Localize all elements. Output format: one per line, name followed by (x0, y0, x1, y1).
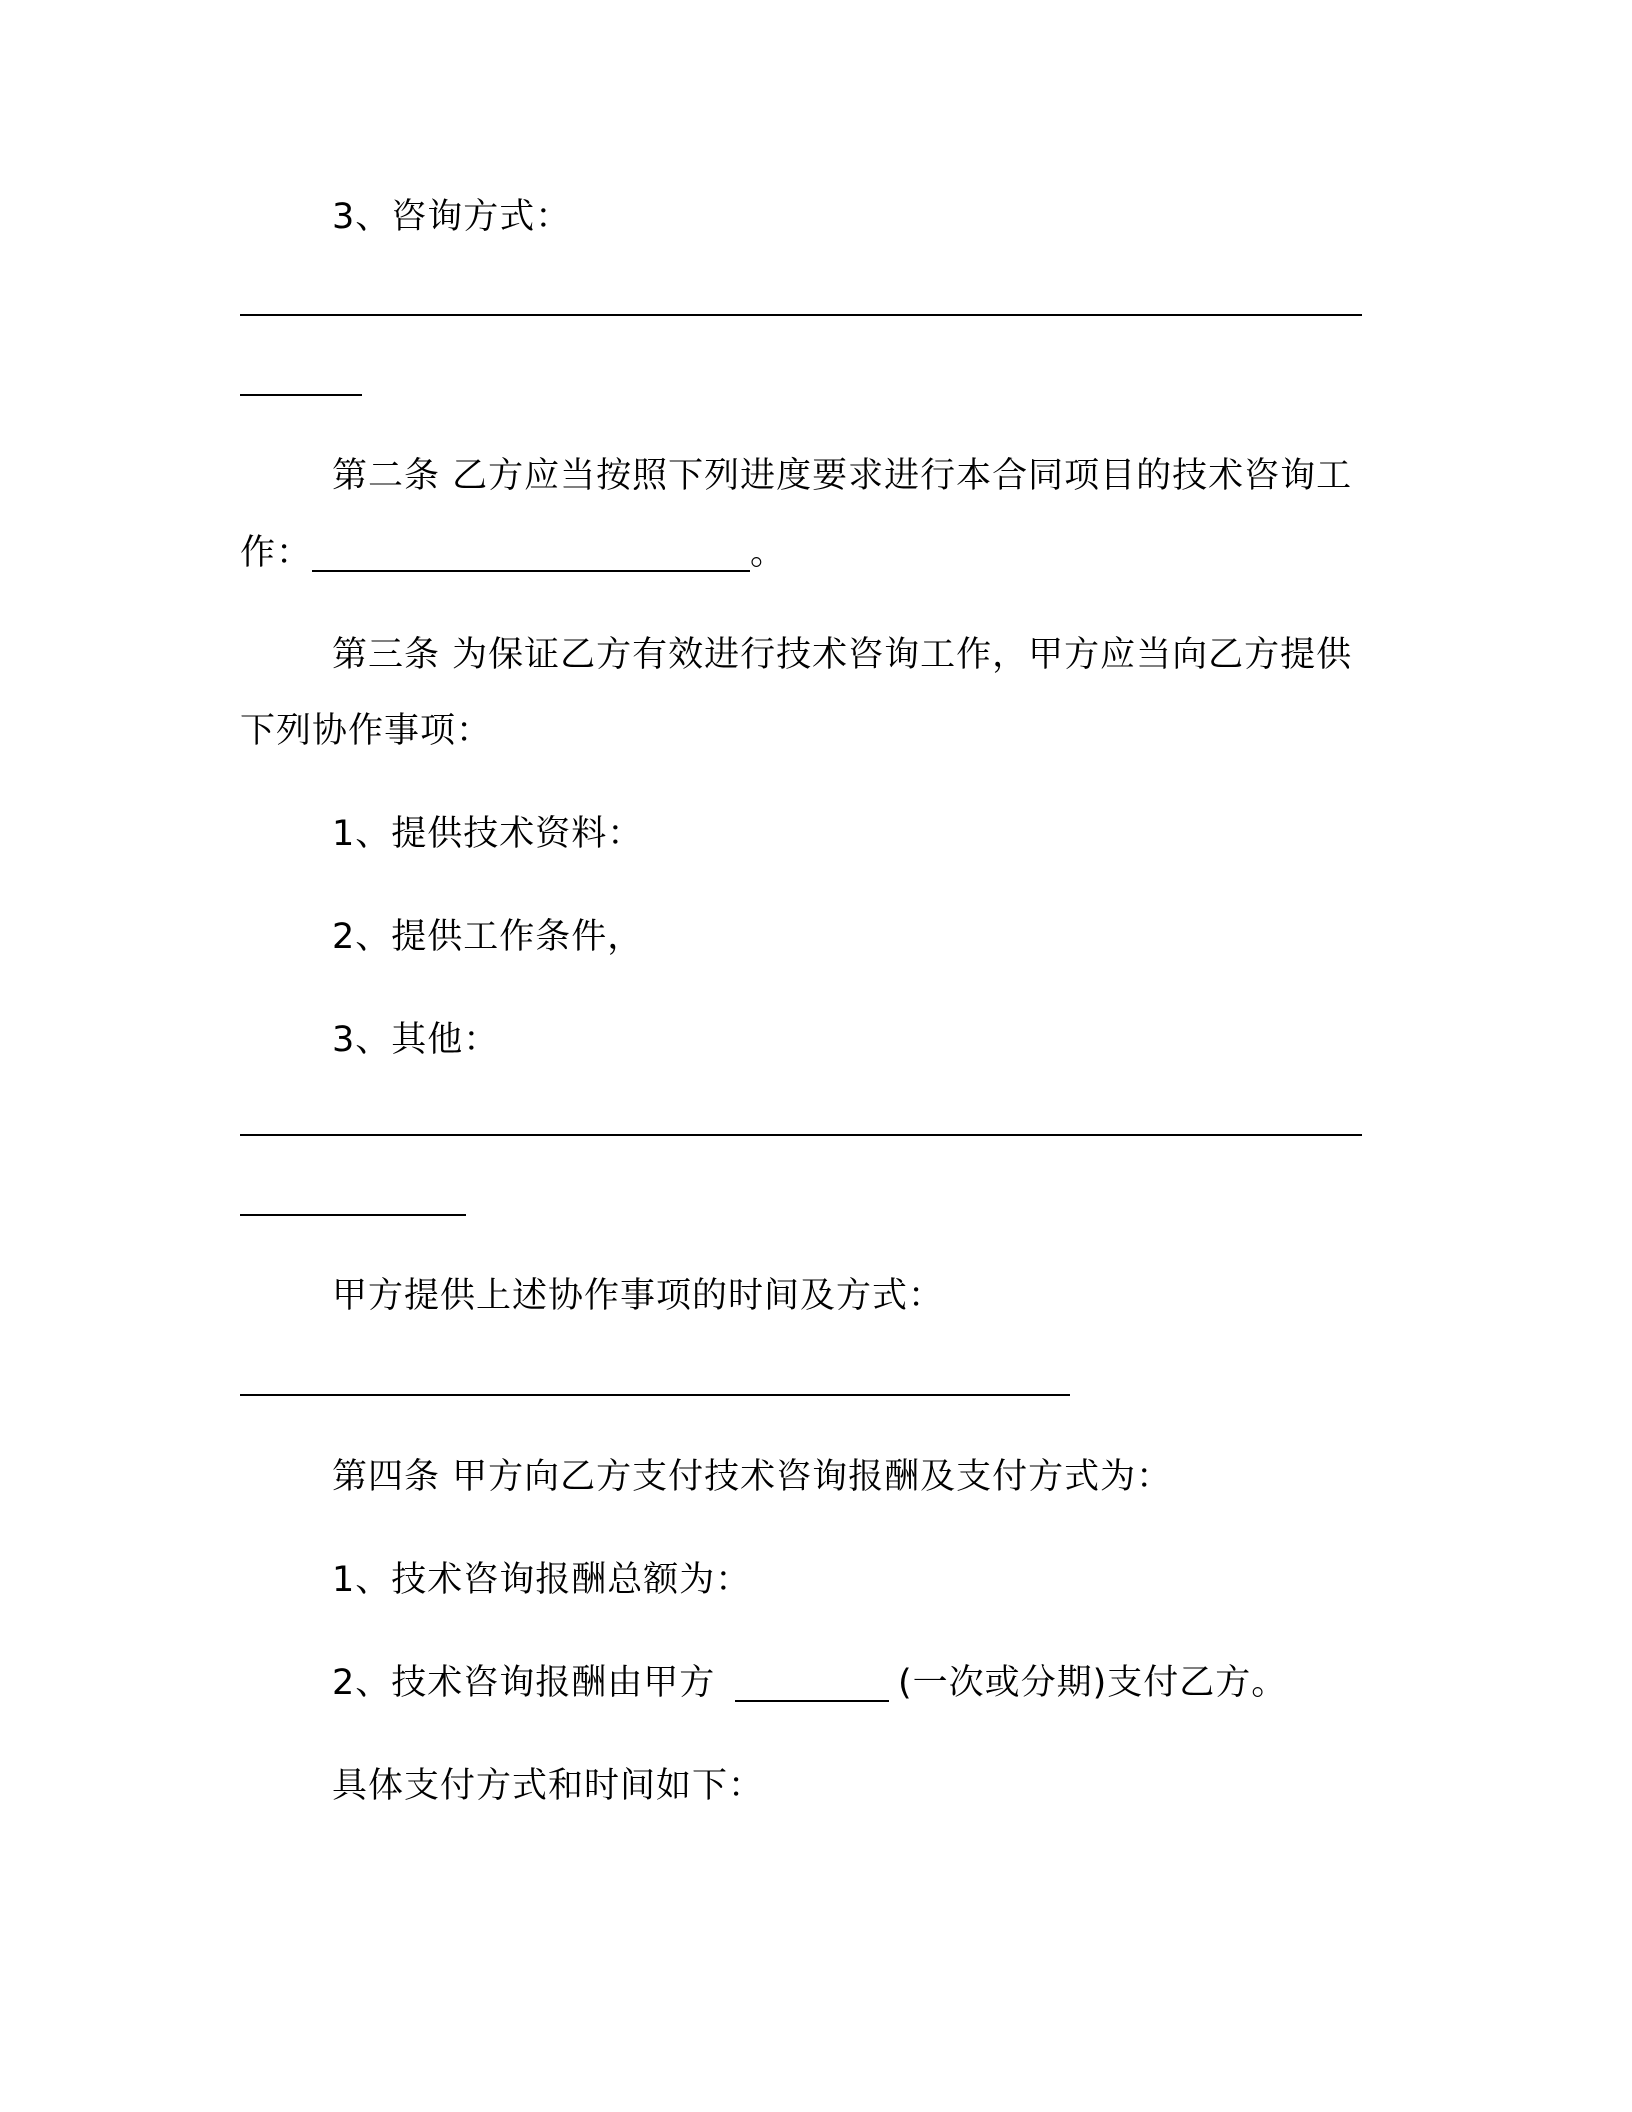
cooperation-item-1: 1、提供技术资料： (332, 814, 644, 854)
payment-item-2-suffix: (一次或分期)支付乙方。 (898, 1663, 1288, 1703)
payment-item-2-prefix: 2、技术咨询报酬由甲方 (332, 1663, 716, 1703)
cooperation-item-2: 2、提供工作条件， (332, 917, 644, 957)
blank-line (240, 1134, 1362, 1136)
payment-detail: 具体支付方式和时间如下： (332, 1766, 765, 1806)
blank-line (735, 1700, 889, 1702)
article-2-line-1: 第二条 乙方应当按照下列进度要求进行本合同项目的技术咨询工 (332, 456, 1353, 496)
article-3-line-2: 下列协作事项： (240, 711, 493, 751)
blank-line (240, 1214, 466, 1216)
blank-line (240, 1394, 1070, 1396)
payment-item-1: 1、技术咨询报酬总额为： (332, 1560, 752, 1600)
cooperation-time-method: 甲方提供上述协作事项的时间及方式： (332, 1276, 945, 1316)
blank-line (312, 570, 750, 572)
item-consult-method: 3、咨询方式： (332, 197, 572, 237)
article-2-line-2-prefix: 作： (240, 533, 313, 573)
blank-line (240, 394, 362, 396)
article-4-title: 第四条 甲方向乙方支付技术咨询报酬及支付方式为： (332, 1457, 1173, 1497)
blank-line (240, 314, 1362, 316)
article-3-line-1: 第三条 为保证乙方有效进行技术咨询工作，甲方应当向乙方提供 (332, 635, 1353, 675)
cooperation-item-3: 3、其他： (332, 1020, 500, 1060)
article-2-line-2-end: 。 (750, 533, 787, 573)
